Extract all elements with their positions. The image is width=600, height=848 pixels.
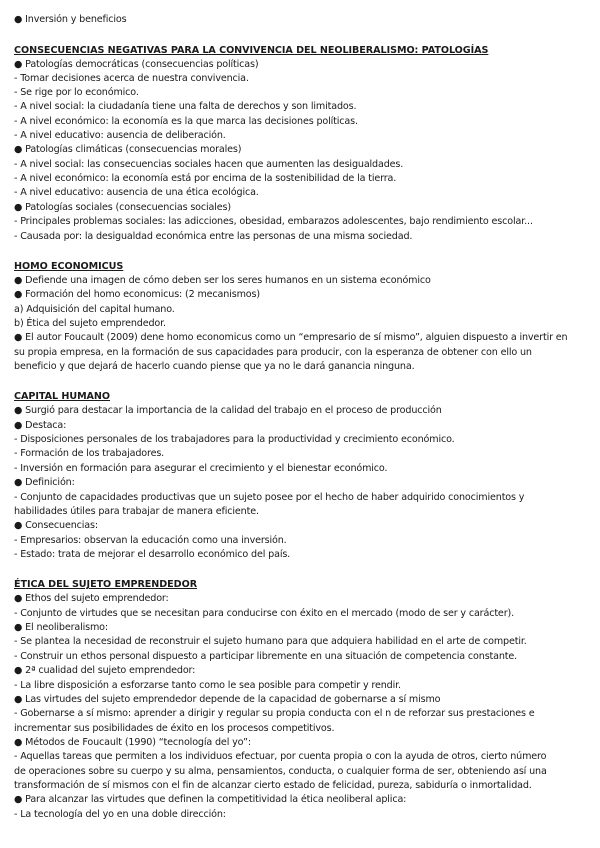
- dash-item: - Inversión en formación para asegurar el crecimiento y el bienestar económico.: [14, 463, 388, 474]
- dash-item: - Disposiciones personales de los trabajadores para la productividad y crecimiento económico.: [14, 434, 455, 445]
- bullet-item: ● Surgió para destacar la importancia de la calidad del trabajo en el proceso de producción: [14, 405, 442, 416]
- dash-item: - Formación de los trabajadores.: [14, 448, 165, 459]
- bullet-item: ● 2ª cualidad del sujeto emprendedor:: [14, 665, 196, 676]
- dash-item: - La libre disposición a esforzarse tanto como le sea posible para competir y rendir.: [14, 680, 401, 691]
- bullet-item: ● El neoliberalismo:: [14, 622, 108, 633]
- dash-item: - Causada por: la desigualdad económica entre las personas de una misma sociedad.: [14, 231, 413, 242]
- bullet-item: ● Patologías democráticas (consecuencias políticas): [14, 59, 259, 70]
- dash-item: - A nivel educativo: ausencia de deliberación.: [14, 130, 226, 141]
- paragraph-line: de operaciones sobre su cuerpo y su alma, pensamientos, conducta, o cualquier forma de ser, obteniendo así una: [14, 766, 547, 777]
- dash-item: - Conjunto de virtudes que se necesitan para conducirse con éxito en el mercado (modo de ser y carácter).: [14, 608, 514, 619]
- dash-item: - Construir un ethos personal dispuesto a participar libremente en una situación de competencia constante.: [14, 651, 518, 662]
- section-heading-capital-humano: CAPITAL HUMANO: [14, 391, 111, 402]
- bullet-item: ● Destaca:: [14, 420, 67, 431]
- dash-item: - Conjunto de capacidades productivas que un sujeto posee por el hecho de haber adquirido conocimientos y: [14, 492, 525, 503]
- paragraph-line: beneficio y que dejará de hacerlo cuando piense que ya no le dará ganancia ninguna.: [14, 361, 415, 372]
- dash-item: - A nivel social: la ciudadanía tiene una falta de derechos y son limitados.: [14, 101, 357, 112]
- dash-item: - Se rige por lo económico.: [14, 87, 139, 98]
- paragraph-line: habilidades útiles para trabajar de manera eficiente.: [14, 506, 259, 517]
- bullet-item: ● Definición:: [14, 477, 75, 488]
- bullet-item: ● Defiende una imagen de cómo deben ser los seres humanos en un sistema económico: [14, 275, 431, 286]
- dash-item: - Aquellas tareas que permiten a los individuos efectuar, por cuenta propia o con la ayuda de otros, cierto número: [14, 751, 547, 762]
- section-heading-etica: ÉTICA DEL SUJETO EMPRENDEDOR: [14, 579, 198, 590]
- section-heading-patologias: CONSECUENCIAS NEGATIVAS PARA LA CONVIVENCIA DEL NEOLIBERALISMO: PATOLOGÍAS: [14, 45, 489, 56]
- dash-item: - Se plantea la necesidad de reconstruir el sujeto humano para que adquiera habilidad en el arte de competir.: [14, 636, 527, 647]
- dash-item: - Principales problemas sociales: las adicciones, obesidad, embarazos adolescentes, bajo rendimiento escolar...: [14, 216, 533, 227]
- dash-item: - Tomar decisiones acerca de nuestra convivencia.: [14, 73, 249, 84]
- list-item: a) Adquisición del capital humano.: [14, 304, 175, 315]
- bullet-item: ● Métodos de Foucault (1990) “tecnología del yo”:: [14, 737, 251, 748]
- dash-item: - Estado: trata de mejorar el desarrollo económico del país.: [14, 549, 291, 560]
- bullet-item: ● Patologías climáticas (consecuencias morales): [14, 144, 242, 155]
- dash-item: - A nivel educativo: ausencia de una ética ecológica.: [14, 187, 259, 198]
- bullet-item: ● Ethos del sujeto emprendedor:: [14, 593, 169, 604]
- bullet-item: ● Formación del homo economicus: (2 mecanismos): [14, 289, 260, 300]
- bullet-item: ● Para alcanzar las virtudes que definen la competitividad la ética neoliberal aplica:: [14, 794, 407, 805]
- paragraph-line: transformación de sí mismos con el fin de alcanzar cierto estado de felicidad, pureza, sabiduría o inmortalidad.: [14, 780, 532, 791]
- bullet-item: ● Las virtudes del sujeto emprendedor depende de la capacidad de gobernarse a sí mismo: [14, 694, 441, 705]
- dash-item: - A nivel social: las consecuencias sociales hacen que aumenten las desigualdades.: [14, 159, 404, 170]
- bullet-item: ● Patologías sociales (consecuencias sociales): [14, 202, 231, 213]
- bullet-item: ● Inversión y beneficios: [14, 14, 127, 25]
- paragraph-line: su propia empresa, en la formación de sus capacidades para producir, con la esperanza de obtener con ello un: [14, 347, 532, 358]
- dash-item: - Gobernarse a sí mismo: aprender a dirigir y regular su propia conducta con el n de reforzar sus prestaciones e: [14, 708, 535, 719]
- list-item: b) Ética del sujeto emprendedor.: [14, 318, 166, 329]
- paragraph-line: incrementar sus posibilidades de éxito en los procesos competitivos.: [14, 723, 335, 734]
- dash-item: - A nivel económico: la economía es la que marca las decisiones políticas.: [14, 116, 358, 127]
- bullet-item: ● El autor Foucault (2009) dene homo economicus como un “empresario de sí mismo”, alguien dispuesto a invertir en: [14, 332, 568, 343]
- dash-item: - La tecnología del yo en una doble dirección:: [14, 809, 226, 820]
- section-heading-homo-economicus: HOMO ECONOMICUS: [14, 261, 124, 272]
- dash-item: - Empresarios: observan la educación como una inversión.: [14, 535, 287, 546]
- bullet-item: ● Consecuencias:: [14, 520, 98, 531]
- dash-item: - A nivel económico: la economía está por encima de la sostenibilidad de la tierra.: [14, 173, 397, 184]
